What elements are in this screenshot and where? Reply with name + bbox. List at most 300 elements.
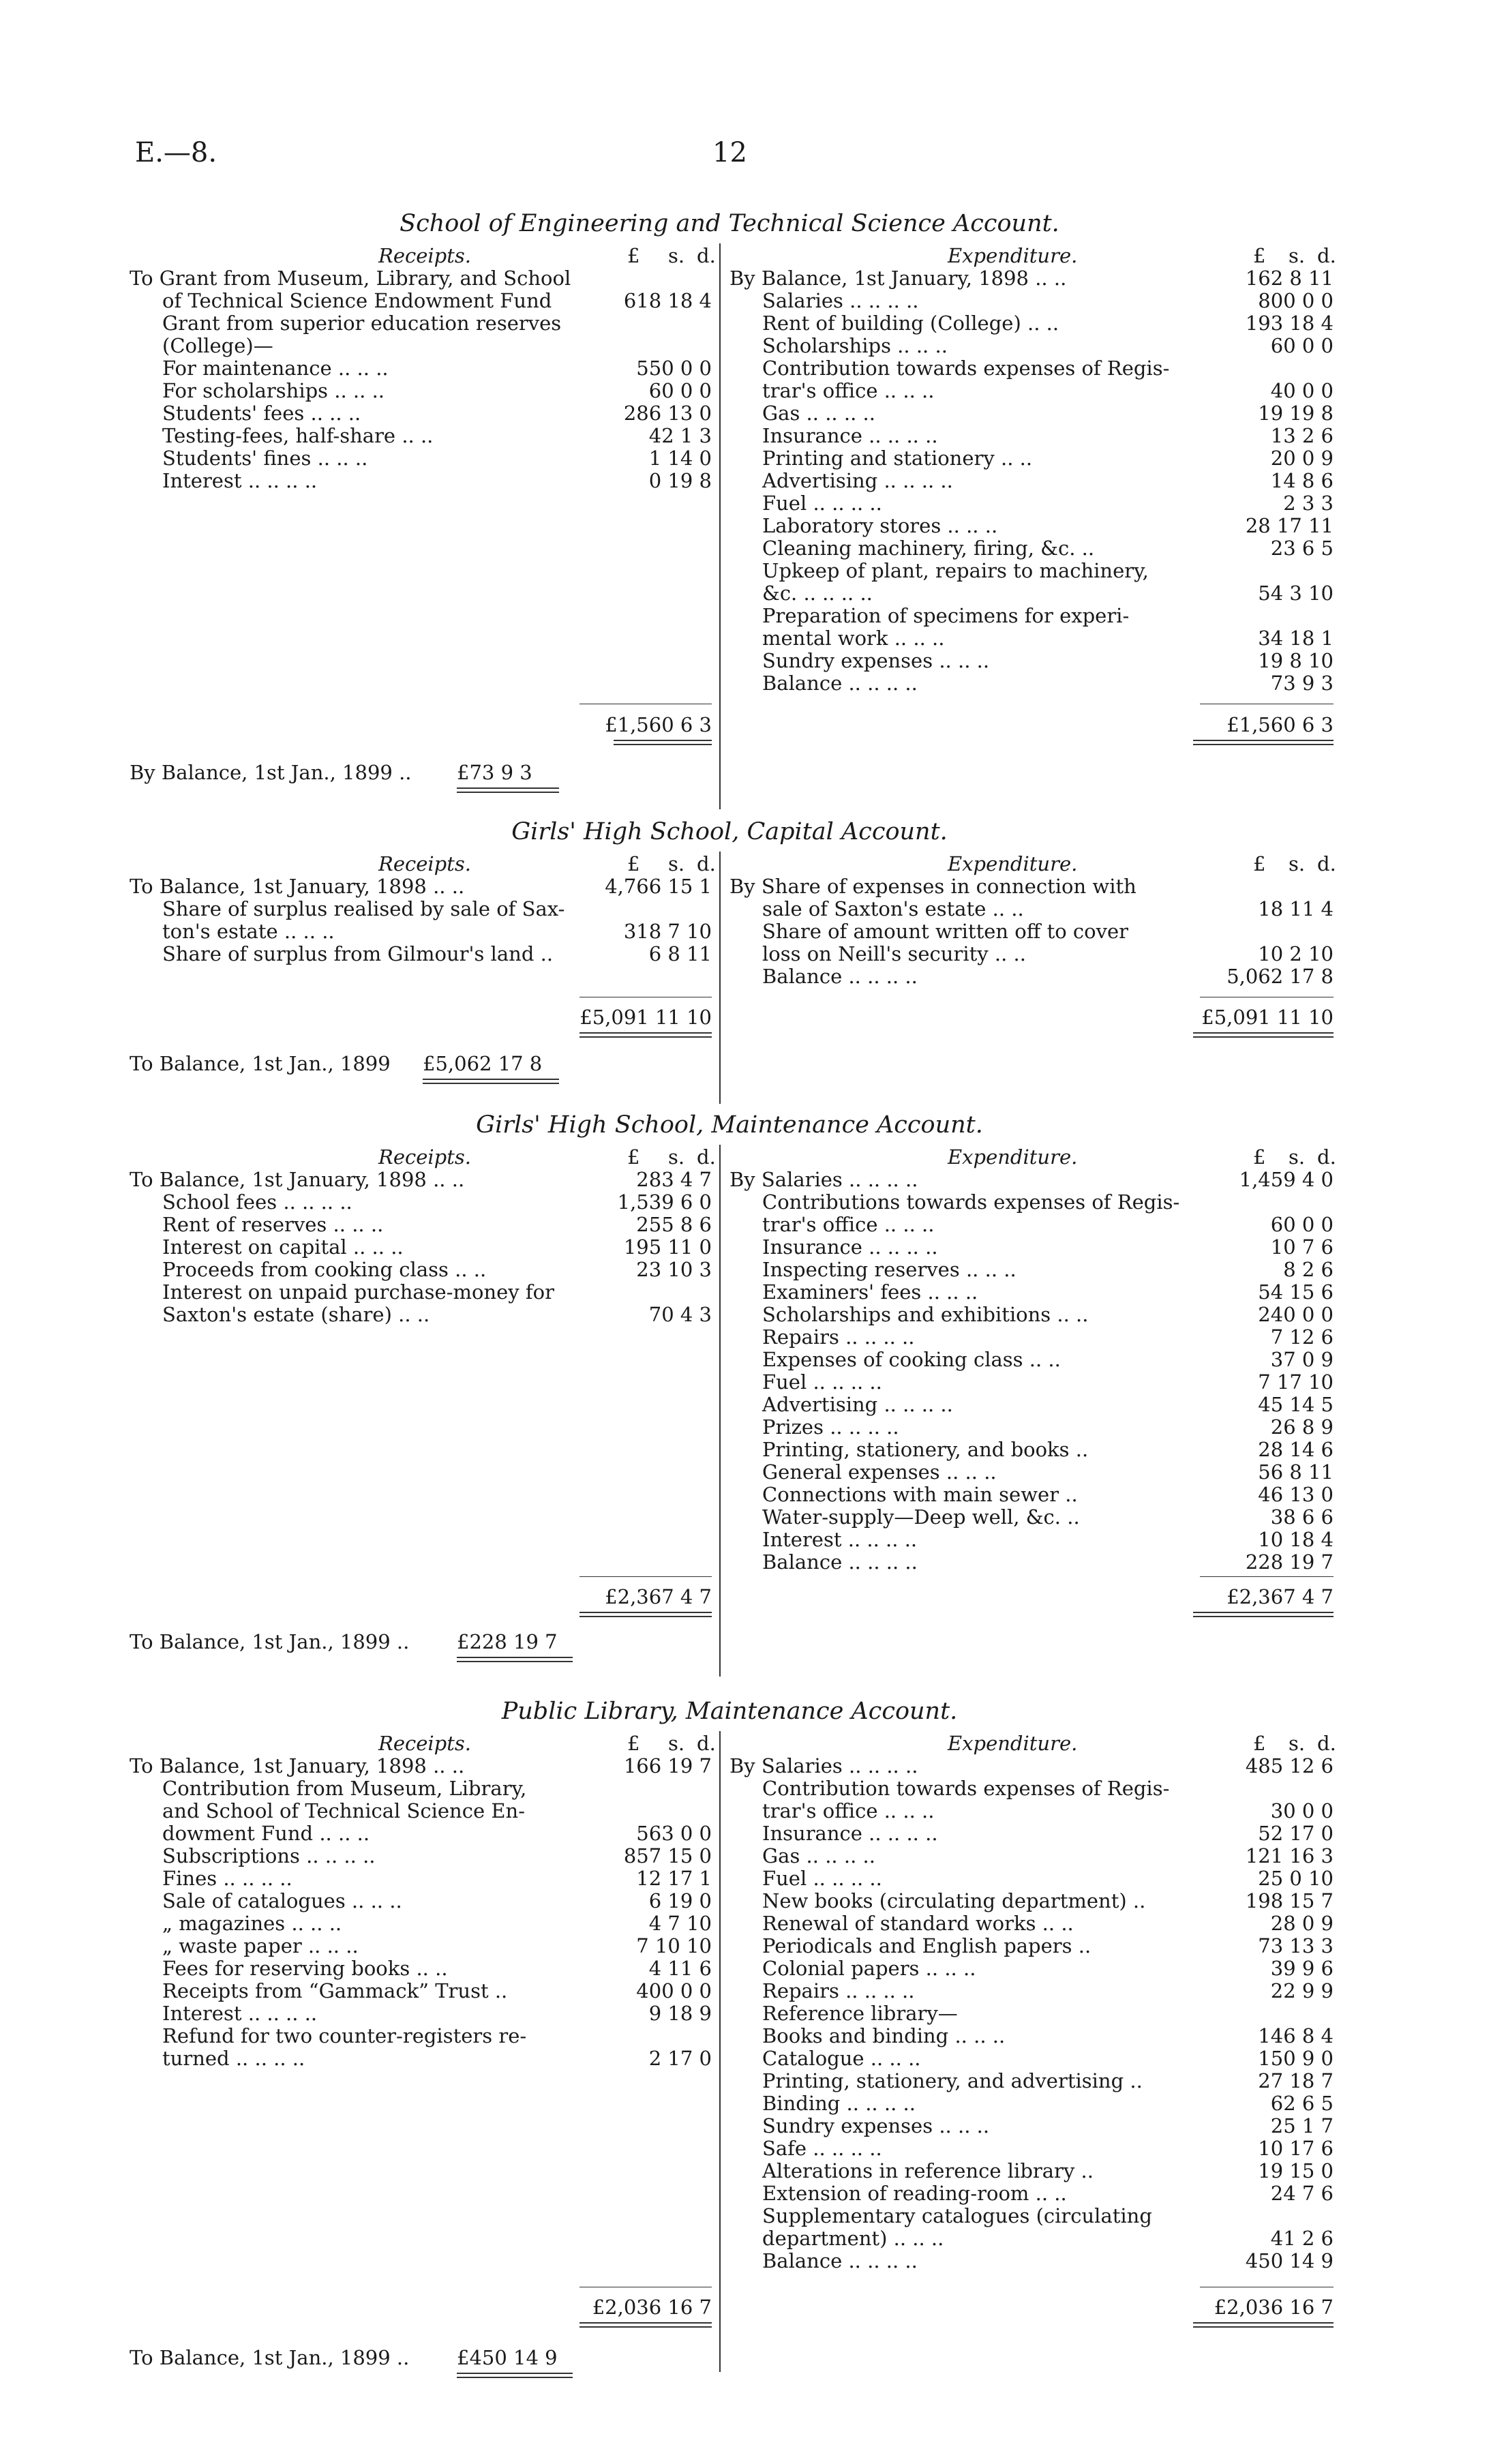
carry-underline — [457, 1657, 573, 1662]
pence-heading: d. — [697, 1145, 716, 1169]
ledger-row — [729, 2182, 1334, 2205]
ledger-row — [729, 1325, 1334, 1349]
column-divider — [719, 1145, 721, 1677]
expenditure-total-underline — [1193, 740, 1334, 745]
ledger-row — [130, 1303, 712, 1326]
row-label: &c. .. .. .. .. — [762, 582, 873, 605]
receipts-rows — [130, 267, 712, 492]
row-amount: 60 0 0 — [1270, 334, 1334, 357]
ledger-row — [729, 942, 1334, 965]
row-label: Preparation of specimens for experi- — [762, 604, 1130, 627]
expenditure-column — [729, 852, 1336, 988]
row-amount: 56 8 11 — [1258, 1460, 1334, 1484]
row-label: Rent of building (College) .. .. — [762, 312, 1059, 335]
receipts-total: £1,560 6 3 — [605, 713, 712, 736]
pence-heading: d. — [1317, 1732, 1336, 1755]
row-label: Contributions towards expenses of Regis- — [762, 1190, 1180, 1214]
row-label: Advertising .. .. .. .. — [762, 1393, 953, 1416]
receipts-total-underline — [579, 2322, 712, 2328]
expenditure-header — [729, 244, 1336, 267]
expenditure-rows — [729, 267, 1334, 695]
row-label: Proceeds from cooking class .. .. — [162, 1258, 487, 1281]
row-amount: 857 15 0 — [623, 1844, 712, 1867]
row-label: Printing and stationery .. .. — [762, 447, 1033, 470]
row-amount: 166 19 7 — [623, 1754, 712, 1777]
ledger-row — [130, 1889, 712, 1912]
row-amount: 0 19 8 — [648, 469, 712, 492]
ledger-row — [729, 1844, 1334, 1867]
row-label: Insurance .. .. .. .. — [762, 1235, 938, 1259]
row-amount: 12 17 1 — [636, 1867, 712, 1890]
row-label: Cleaning machinery, firing, &c. .. — [762, 537, 1095, 560]
row-amount: 162 8 11 — [1245, 267, 1334, 290]
ledger-row — [729, 379, 1334, 402]
row-label: (College)— — [162, 334, 273, 357]
ledger-row — [130, 1213, 712, 1236]
ledger-row — [729, 1393, 1334, 1416]
row-label: By Share of expenses in connection with — [729, 875, 1136, 898]
pound-heading: £ — [1253, 244, 1266, 267]
carry-value: £228 19 7 — [457, 1630, 558, 1653]
expenditure-heading: Expenditure. — [948, 1145, 1078, 1169]
pence-heading: d. — [697, 244, 716, 267]
row-label: Upkeep of plant, repairs to machinery, — [762, 559, 1149, 582]
row-label: Extension of reading-room .. .. — [762, 2182, 1067, 2205]
row-label: Interest .. .. .. .. — [162, 2002, 318, 2025]
total-rule — [579, 1576, 712, 1577]
ledger-row — [130, 312, 709, 335]
ledger-row — [729, 1934, 1334, 1957]
ledger-row — [130, 289, 712, 312]
row-label: Saxton's estate (share) .. .. — [162, 1303, 430, 1326]
ledger-row — [729, 1957, 1334, 1980]
row-amount: 37 0 9 — [1270, 1348, 1334, 1371]
account-title: Public Library, Maintenance Account. — [501, 1698, 958, 1725]
row-label: Gas .. .. .. .. — [762, 1844, 875, 1867]
account-public-library — [130, 1698, 1336, 2382]
row-label: To Balance, 1st January, 1898 .. .. — [130, 875, 465, 898]
ledger-row — [729, 2092, 1334, 2115]
row-label: Insurance .. .. .. .. — [762, 1822, 938, 1845]
row-label: Interest on unpaid purchase-money for — [162, 1280, 554, 1304]
row-label: trar's office .. .. .. — [762, 1213, 935, 1236]
row-amount: 19 8 10 — [1258, 649, 1334, 672]
row-label: Contribution towards expenses of Regis- — [762, 1777, 1170, 1800]
row-label: Share of surplus from Gilmour's land .. — [162, 942, 554, 965]
ledger-row — [729, 537, 1334, 560]
ledger-row — [729, 334, 1334, 357]
ledger-row — [130, 1190, 712, 1214]
row-amount: 54 15 6 — [1258, 1280, 1334, 1304]
receipts-rows — [130, 1168, 712, 1326]
expenditure-header — [729, 1732, 1336, 1755]
row-label: turned .. .. .. .. — [162, 2047, 305, 2070]
ledger-row — [130, 402, 712, 425]
row-label: Interest .. .. .. .. — [762, 1528, 918, 1551]
row-amount: 42 1 3 — [648, 424, 712, 447]
row-label: Interest .. .. .. .. — [162, 469, 318, 492]
row-amount: 6 19 0 — [648, 1889, 712, 1912]
ledger-row — [130, 1934, 712, 1957]
row-label: Colonial papers .. .. .. — [762, 1957, 976, 1980]
ledger-row — [130, 424, 712, 447]
receipts-heading: Receipts. — [378, 1145, 471, 1169]
row-amount: 60 0 0 — [1270, 1213, 1334, 1236]
receipts-header — [130, 244, 716, 267]
row-amount: 7 12 6 — [1270, 1325, 1334, 1349]
row-amount: 1,539 6 0 — [617, 1190, 712, 1214]
ledger-row — [130, 1867, 712, 1890]
ledger-row — [130, 1258, 712, 1281]
row-amount: 52 17 0 — [1258, 1822, 1334, 1845]
row-amount: 4,766 15 1 — [605, 875, 712, 898]
ledger-row — [130, 2047, 712, 2070]
shilling-heading: s. — [1289, 1145, 1306, 1169]
row-label: Receipts from “Gammack” Trust .. — [162, 1979, 508, 2002]
row-label: of Technical Science Endowment Fund — [162, 289, 552, 312]
row-amount: 28 17 11 — [1245, 514, 1334, 537]
row-amount: 10 18 4 — [1258, 1528, 1334, 1551]
ledger-row — [729, 1979, 1334, 2002]
row-label: To Grant from Museum, Library, and School — [130, 267, 571, 290]
row-label: Share of surplus realised by sale of Sax- — [162, 897, 565, 920]
ledger-row — [130, 1800, 709, 1822]
pound-heading: £ — [627, 244, 640, 267]
row-amount: 618 18 4 — [623, 289, 712, 312]
row-amount: 34 18 1 — [1258, 627, 1334, 650]
expenditure-total: £2,036 16 7 — [1214, 2296, 1334, 2319]
ledger-row — [729, 1889, 1334, 1912]
ledger-row — [729, 1799, 1334, 1822]
row-amount: 45 14 5 — [1258, 1393, 1334, 1416]
ledger-row — [729, 1438, 1334, 1461]
ledger-row — [729, 1867, 1334, 1890]
ledger-row — [130, 1822, 712, 1845]
receipts-column — [130, 244, 716, 492]
receipts-rows — [130, 875, 712, 965]
row-label: Binding .. .. .. .. — [762, 2092, 916, 2115]
row-amount: 73 13 3 — [1258, 1934, 1334, 1957]
row-amount: 255 8 6 — [636, 1213, 712, 1236]
receipts-total: £2,367 4 7 — [605, 1585, 712, 1608]
ledger-row — [729, 649, 1334, 672]
ledger-row — [130, 357, 712, 380]
expenditure-heading: Expenditure. — [948, 852, 1078, 875]
row-amount: 150 9 0 — [1258, 2047, 1334, 2070]
row-label: Water-supply—Deep well, &c. .. — [762, 1505, 1080, 1529]
ledger-row — [729, 2114, 1334, 2137]
ledger-row — [729, 1912, 1334, 1935]
ledger-row — [729, 514, 1334, 537]
ledger-row — [130, 1979, 712, 2002]
receipts-header — [130, 1732, 716, 1755]
account-ghs-maintenance — [130, 1111, 1336, 1680]
row-label: Renewal of standard works .. .. — [762, 1912, 1074, 1935]
row-label: Fees for reserving books .. .. — [162, 1957, 448, 1980]
carry-value: £450 14 9 — [457, 2346, 558, 2369]
ledger-row — [729, 1528, 1334, 1551]
row-label: Repairs .. .. .. .. — [762, 1979, 915, 2002]
ledger-row — [729, 2024, 1334, 2047]
receipts-heading: Receipts. — [378, 1732, 471, 1755]
ledger-row — [729, 312, 1334, 335]
row-label: Fuel .. .. .. .. — [762, 1867, 882, 1890]
row-label: New books (circulating department) .. — [762, 1889, 1146, 1912]
row-label: Scholarships and exhibitions .. .. — [762, 1303, 1089, 1326]
row-label: department) .. .. .. — [762, 2227, 944, 2250]
ledger-row — [729, 2159, 1334, 2182]
expenditure-rows — [729, 1754, 1334, 2272]
account-ghs-capital — [130, 818, 1336, 1107]
ledger-row — [729, 447, 1334, 470]
row-amount: 195 11 0 — [623, 1235, 712, 1259]
ledger-row — [729, 424, 1334, 447]
carry-underline — [457, 787, 559, 793]
page-header — [130, 137, 1376, 176]
ledger-row — [130, 447, 712, 470]
row-amount: 54 3 10 — [1258, 582, 1334, 605]
ledger-row — [729, 1235, 1334, 1259]
ledger-row — [130, 1281, 709, 1304]
row-amount: 146 8 4 — [1258, 2024, 1334, 2047]
row-amount: 60 0 0 — [648, 379, 712, 402]
ledger-row — [729, 1370, 1334, 1394]
expenditure-heading: Expenditure. — [948, 244, 1078, 267]
row-amount: 7 10 10 — [636, 1934, 712, 1957]
ledger-row — [729, 1168, 1334, 1191]
shilling-heading: s. — [668, 852, 685, 875]
row-amount: 7 17 10 — [1258, 1370, 1334, 1394]
row-amount: 318 7 10 — [623, 920, 712, 943]
carry-label: To Balance, 1st Jan., 1899 — [130, 1052, 391, 1075]
row-label: Expenses of cooking class .. .. — [762, 1348, 1061, 1371]
receipts-total-underline — [579, 1612, 712, 1617]
ledger-row — [130, 2002, 712, 2025]
total-rule — [1200, 1576, 1334, 1577]
row-amount: 485 12 6 — [1245, 1754, 1334, 1777]
ledger-row — [130, 1844, 712, 1867]
pound-heading: £ — [627, 1732, 640, 1755]
row-label: Fuel .. .. .. .. — [762, 1370, 882, 1394]
row-label: Alterations in reference library .. — [762, 2159, 1094, 2182]
row-label: Advertising .. .. .. .. — [762, 469, 953, 492]
page-number: 12 — [712, 137, 747, 168]
row-amount: 14 8 6 — [1270, 469, 1334, 492]
ledger-row — [729, 560, 1329, 582]
row-label: Supplementary catalogues (circulating — [762, 2204, 1152, 2227]
ledger-row — [729, 289, 1334, 312]
row-label: Catalogue .. .. .. — [762, 2047, 921, 2070]
row-label: General expenses .. .. .. — [762, 1460, 997, 1484]
ledger-row — [729, 1258, 1334, 1281]
carry-label: To Balance, 1st Jan., 1899 .. — [130, 2346, 410, 2369]
ledger-row — [130, 469, 712, 492]
row-label: and School of Technical Science En- — [162, 1799, 525, 1822]
receipts-column — [130, 852, 716, 965]
row-label: dowment Fund .. .. .. — [162, 1822, 370, 1845]
row-amount: 19 19 8 — [1258, 402, 1334, 425]
row-label: Salaries .. .. .. .. — [762, 289, 919, 312]
ledger-row — [130, 920, 712, 943]
ledger-row — [729, 1213, 1334, 1236]
pound-heading: £ — [1253, 852, 1266, 875]
ledger-row — [729, 1460, 1334, 1484]
expenditure-total: £2,367 4 7 — [1226, 1585, 1334, 1608]
pence-heading: d. — [1317, 1145, 1336, 1169]
row-amount: 13 2 6 — [1270, 424, 1334, 447]
row-label: Balance .. .. .. .. — [762, 965, 918, 988]
row-amount: 27 18 7 — [1258, 2069, 1334, 2092]
expenditure-total-underline — [1193, 2322, 1334, 2328]
row-amount: 1 14 0 — [648, 447, 712, 470]
ledger-row — [729, 2205, 1329, 2227]
row-amount: 2 3 3 — [1283, 492, 1334, 515]
receipts-header — [130, 1145, 716, 1169]
row-label: By Salaries .. .. .. .. — [729, 1754, 918, 1777]
pence-heading: d. — [697, 1732, 716, 1755]
row-amount: 46 13 0 — [1258, 1483, 1334, 1506]
receipts-column — [130, 1732, 716, 2070]
balance-carried — [130, 1630, 558, 1653]
row-amount: 193 18 4 — [1245, 312, 1334, 335]
ledger-row — [130, 898, 709, 920]
row-label: Inspecting reserves .. .. .. — [762, 1258, 1016, 1281]
row-label: Contribution from Museum, Library, — [162, 1777, 527, 1800]
ledger-row — [729, 402, 1334, 425]
row-amount: 283 4 7 — [636, 1168, 712, 1191]
row-amount: 10 2 10 — [1258, 942, 1334, 965]
ledger-row — [729, 492, 1334, 515]
row-label: Rent of reserves .. .. .. — [162, 1213, 384, 1236]
receipts-total-underline — [579, 1032, 712, 1038]
expenditure-heading: Expenditure. — [948, 1732, 1078, 1755]
expenditure-total-underline — [1193, 1612, 1334, 1617]
ledger-row — [729, 2137, 1334, 2160]
row-label: Repairs .. .. .. .. — [762, 1325, 915, 1349]
row-amount: 18 11 4 — [1258, 897, 1334, 920]
row-label: trar's office .. .. .. — [762, 379, 935, 402]
row-amount: 41 2 6 — [1270, 2227, 1334, 2250]
ledger-row — [729, 469, 1334, 492]
ledger-row — [729, 2002, 1329, 2025]
row-label: By Balance, 1st January, 1898 .. .. — [729, 267, 1067, 290]
row-amount: 70 4 3 — [648, 1303, 712, 1326]
row-label: To Balance, 1st January, 1898 .. .. — [130, 1168, 465, 1191]
ledger-row — [130, 1235, 712, 1259]
receipts-total-underline — [614, 740, 712, 745]
receipts-column — [130, 1145, 716, 1326]
carry-underline — [423, 1079, 559, 1084]
row-amount: 563 0 0 — [636, 1822, 712, 1845]
row-label: Reference library— — [762, 2002, 958, 2025]
ledger-row — [729, 1191, 1329, 1214]
carry-value: £5,062 17 8 — [423, 1052, 543, 1075]
pound-heading: £ — [627, 852, 640, 875]
row-amount: 20 0 9 — [1270, 447, 1334, 470]
ledger-row — [729, 357, 1329, 380]
shilling-heading: s. — [668, 1145, 685, 1169]
ledger-row — [729, 2227, 1334, 2250]
ledger-row — [729, 627, 1334, 650]
receipts-heading: Receipts. — [378, 244, 471, 267]
ledger-row — [729, 672, 1334, 695]
ledger-row — [130, 335, 709, 357]
pence-heading: d. — [697, 852, 716, 875]
ledger-row — [729, 1415, 1334, 1439]
row-amount: 26 8 9 — [1270, 1415, 1334, 1439]
row-label: Balance .. .. .. .. — [762, 2249, 918, 2272]
account-title: Girls' High School, Maintenance Account. — [476, 1111, 983, 1139]
row-amount: 28 0 9 — [1270, 1912, 1334, 1935]
row-amount: 40 0 0 — [1270, 379, 1334, 402]
ledger-row — [729, 1777, 1329, 1800]
page-code: E.—8. — [135, 137, 217, 168]
row-label: Books and binding .. .. .. — [762, 2024, 1006, 2047]
row-amount: 400 0 0 — [636, 1979, 712, 2002]
row-label: „ magazines .. .. .. — [162, 1912, 342, 1935]
ledger-row — [729, 1822, 1334, 1845]
row-amount: 10 7 6 — [1270, 1235, 1334, 1259]
expenditure-column — [729, 1145, 1336, 1574]
shilling-heading: s. — [668, 1732, 685, 1755]
ledger-row — [729, 267, 1334, 290]
row-amount: 23 10 3 — [636, 1258, 712, 1281]
pence-heading: d. — [1317, 852, 1336, 875]
row-label: Grant from superior education reserves — [162, 312, 562, 335]
row-label: For scholarships .. .. .. — [162, 379, 385, 402]
pound-heading: £ — [1253, 1732, 1266, 1755]
ledger-row — [729, 1550, 1334, 1574]
row-amount: 23 6 5 — [1270, 537, 1334, 560]
row-label: Students' fines .. .. .. — [162, 447, 368, 470]
row-amount: 9 18 9 — [648, 2002, 712, 2025]
expenditure-header — [729, 852, 1336, 875]
ledger-row — [729, 605, 1329, 627]
ledger-row — [729, 965, 1334, 988]
pence-heading: d. — [1317, 244, 1336, 267]
carry-underline — [457, 2373, 573, 2378]
row-amount: 121 16 3 — [1245, 1844, 1334, 1867]
expenditure-total: £5,091 11 10 — [1201, 1006, 1334, 1029]
row-amount: 450 14 9 — [1245, 2249, 1334, 2272]
row-label: Balance .. .. .. .. — [762, 1550, 918, 1574]
expenditure-total-underline — [1193, 1032, 1334, 1038]
row-amount: 19 15 0 — [1258, 2159, 1334, 2182]
shilling-heading: s. — [1289, 1732, 1306, 1755]
row-amount: 1,459 4 0 — [1239, 1168, 1334, 1191]
row-amount: 25 1 7 — [1270, 2114, 1334, 2137]
ledger-row — [729, 1348, 1334, 1371]
row-amount: 73 9 3 — [1270, 672, 1334, 695]
receipts-header — [130, 852, 716, 875]
row-amount: 30 0 0 — [1270, 1799, 1334, 1822]
row-amount: 10 17 6 — [1258, 2137, 1334, 2160]
row-label: To Balance, 1st January, 1898 .. .. — [130, 1754, 465, 1777]
account-title: School of Engineering and Technical Science Account. — [400, 210, 1059, 237]
row-label: loss on Neill's security .. .. — [762, 942, 1026, 965]
row-amount: 198 15 7 — [1245, 1889, 1334, 1912]
row-label: mental work .. .. .. — [762, 627, 945, 650]
balance-carried — [130, 761, 532, 784]
column-divider — [719, 852, 721, 1104]
row-label: Printing, stationery, and books .. — [762, 1438, 1089, 1461]
row-label: Subscriptions .. .. .. .. — [162, 1844, 376, 1867]
ledger-row — [130, 267, 709, 290]
ledger-row — [729, 875, 1329, 898]
ledger-row — [729, 582, 1334, 605]
column-divider — [719, 1731, 721, 2372]
row-amount: 5,062 17 8 — [1226, 965, 1334, 988]
